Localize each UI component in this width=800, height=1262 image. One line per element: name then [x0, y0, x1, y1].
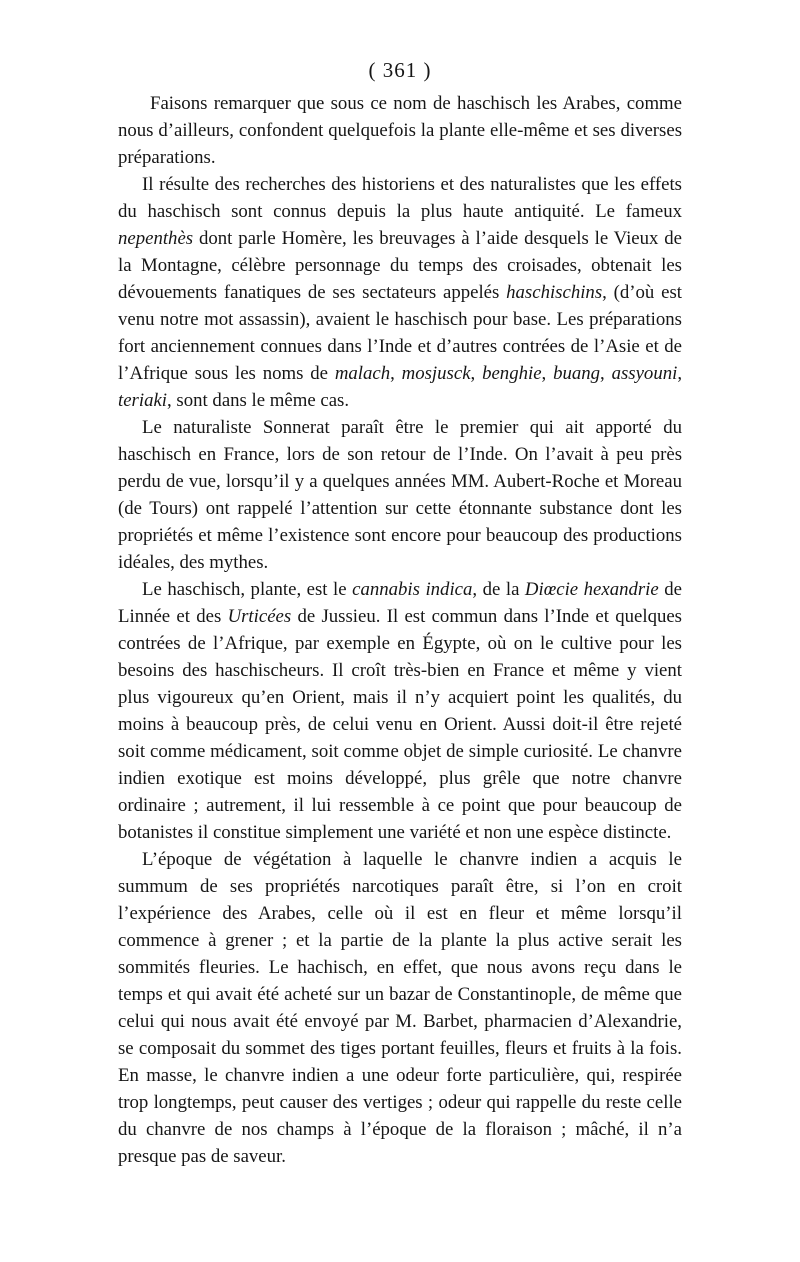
text-run: ,: [390, 363, 402, 384]
text-run: ,: [470, 363, 483, 384]
text-run: Il résulte des recherches des historiens et des naturalistes que les effets du haschisch sont connus depuis la plus haute antiquité. Le fameux: [118, 174, 682, 222]
text-run: de Jussieu. Il est commun dans l’Inde et quelques contrées de l’Afrique, par exemple en Égypte, où on le cultive pour les besoins des haschischeurs. Il croît très-bien en France et même y vient plus vigoureux qu’en Orient, mais il n’y acquiert point les qualités, du moins à beaucoup près, de celui venu en Orient. Aussi doit-il être rejeté soit comme médicament, soit comme objet de simple curiosité. Le chanvre indien exotique est moins développé, plus grêle que notre chanvre ordinaire ; autrement, il lui ressemble à ce point que pour beaucoup de botanistes il constitue simplement une variété et non une espèce distincte.: [118, 606, 682, 843]
text-run: Le haschisch, plante, est le: [142, 579, 353, 600]
italic-term: Urticées: [227, 606, 292, 627]
text-run: ,: [677, 363, 683, 384]
italic-term: Diœcie hexandrie: [524, 579, 659, 600]
text-run: ,: [541, 363, 554, 384]
paragraph: [118, 414, 682, 576]
text-run: , de la: [472, 579, 525, 600]
body-text: [118, 90, 682, 1170]
italic-term: haschischins: [506, 282, 603, 303]
text-run: , (d’où est venu notre mot assassin), avaient le haschisch pour base. Les préparations fort anciennement connues dans l’Inde et d’autres contrées de l’Asie et de l’Afrique sous les noms de: [118, 282, 682, 384]
italic-term: buang: [553, 363, 601, 384]
italic-term: benghie: [482, 363, 542, 384]
italic-term: nepenthès: [118, 228, 194, 249]
text-run: dont parle Homère, les breuvages à l’aide desquels le Vieux de la Montagne, célèbre personnage du temps des croisades, obtenait les dévouements fanatiques de ses sectateurs appelés: [118, 228, 682, 303]
italic-term: malach: [334, 363, 391, 384]
italic-term: mosjusck: [401, 363, 471, 384]
italic-term: assyouni: [611, 363, 678, 384]
text-run: de Linnée et des: [118, 579, 682, 627]
text-run: , sont dans le même cas.: [167, 390, 350, 411]
text-run: L’époque de végétation à laquelle le chanvre indien a acquis le summum de ses propriétés narcotiques paraît être, si l’on en croit l’expérience des Arabes, celle où il est en fleur et même lorsqu’il commence à grener ; et la partie de la plante la plus active serait les sommités fleuries. Le hachisch, en effet, que nous avons reçu dans le temps et qui avait été acheté sur un bazar de Constantinople, de même que celui qui nous avait été envoyé par M. Barbet, pharmacien d’Alexandrie, se composait du sommet des tiges portant feuilles, fleurs et fruits à la fois. En masse, le chanvre indien a une odeur forte particulière, qui, respirée trop longtemps, peut causer des vertiges ; odeur qui rappelle du reste celle du chanvre de nos champs à l’époque de la floraison ; mâché, il n’a presque pas de saveur.: [118, 849, 682, 1167]
paragraph: [118, 90, 682, 171]
text-run: ,: [600, 363, 612, 384]
italic-term: teriaki: [118, 390, 168, 411]
text-run: Faisons remarquer que sous ce nom de haschisch les Arabes, comme nous d’ailleurs, confondent quelquefois la plante elle-même et ses diverses préparations.: [118, 93, 682, 168]
page-number: ( 361 ): [368, 58, 432, 82]
italic-term: cannabis indica: [352, 579, 473, 600]
paragraph: [118, 576, 682, 846]
paragraph: [118, 171, 682, 414]
paragraph: [118, 846, 682, 1170]
text-run: Le naturaliste Sonnerat paraît être le premier qui ait apporté du haschisch en France, lors de son retour de l’Inde. On l’avait à peu près perdu de vue, lorsqu’il y a quelques années MM. Aubert-Roche et Moreau (de Tours) ont rappelé l’attention sur cette étonnante substance dont les propriétés et même l’existence sont encore pour beaucoup des productions idéales, des mythes.: [118, 417, 682, 573]
